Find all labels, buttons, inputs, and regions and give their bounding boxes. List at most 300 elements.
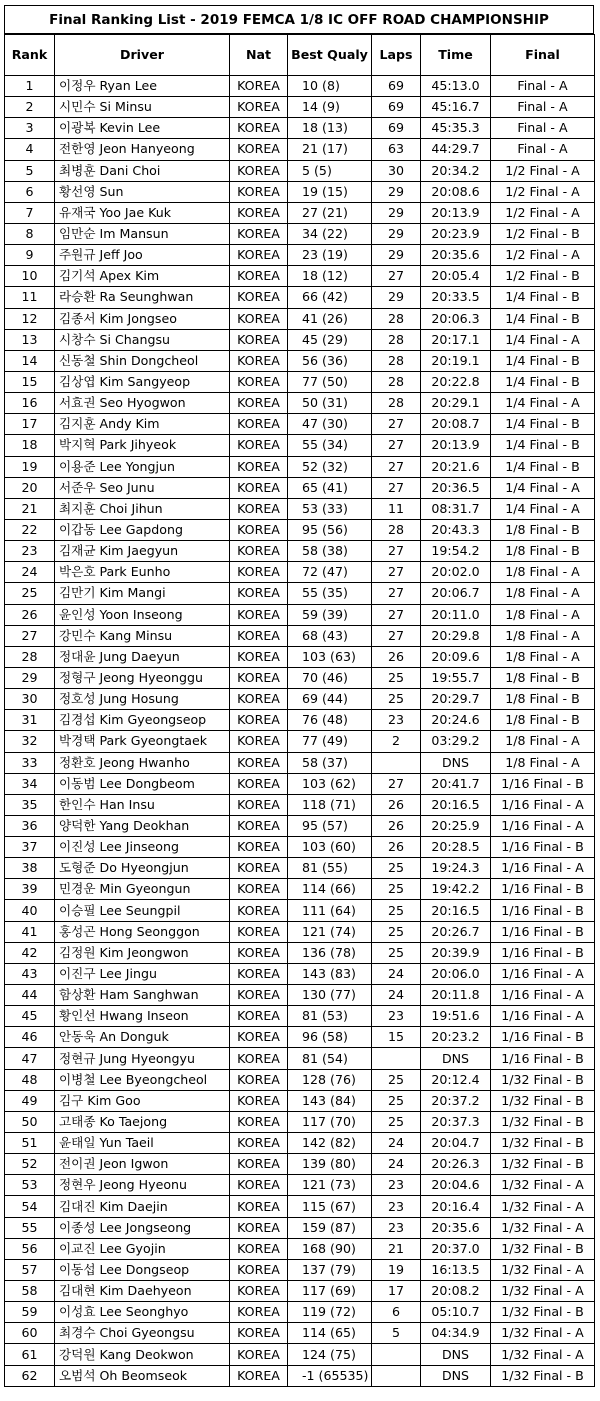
cell-laps: 28	[372, 308, 421, 329]
cell-best-qualy: 55 (35)	[288, 583, 372, 604]
cell-rank: 46	[5, 1027, 55, 1048]
cell-time: 20:09.6	[421, 646, 491, 667]
cell-driver: 강민수 Kang Minsu	[55, 625, 230, 646]
cell-best-qualy: 34 (22)	[288, 223, 372, 244]
cell-nat: KOREA	[230, 837, 288, 858]
cell-driver: 서효권 Seo Hyogwon	[55, 393, 230, 414]
cell-driver: 김재균 Kim Jaegyun	[55, 541, 230, 562]
cell-rank: 38	[5, 858, 55, 879]
cell-final: 1/16 Final - A	[491, 794, 595, 815]
cell-final: 1/8 Final - A	[491, 604, 595, 625]
cell-final: 1/32 Final - A	[491, 1281, 595, 1302]
cell-laps: 25	[372, 667, 421, 688]
header-laps: Laps	[372, 35, 421, 76]
cell-nat: KOREA	[230, 667, 288, 688]
cell-best-qualy: 81 (54)	[288, 1048, 372, 1069]
cell-best-qualy: 59 (39)	[288, 604, 372, 625]
table-row	[5, 308, 595, 329]
cell-rank: 32	[5, 731, 55, 752]
cell-laps: 27	[372, 773, 421, 794]
cell-laps: 27	[372, 541, 421, 562]
table-row	[5, 646, 595, 667]
table-row	[5, 519, 595, 540]
cell-nat: KOREA	[230, 287, 288, 308]
table-row	[5, 139, 595, 160]
cell-nat: KOREA	[230, 858, 288, 879]
cell-laps: 23	[372, 1217, 421, 1238]
cell-nat: KOREA	[230, 1090, 288, 1111]
cell-nat: KOREA	[230, 223, 288, 244]
cell-best-qualy: 66 (42)	[288, 287, 372, 308]
table-row	[5, 858, 595, 879]
cell-time: 45:35.3	[421, 118, 491, 139]
cell-rank: 17	[5, 414, 55, 435]
cell-nat: KOREA	[230, 308, 288, 329]
table-row	[5, 1217, 595, 1238]
cell-final: Final - A	[491, 97, 595, 118]
cell-driver: 최지훈 Choi Jihun	[55, 498, 230, 519]
cell-laps: 29	[372, 181, 421, 202]
cell-laps: 25	[372, 942, 421, 963]
cell-nat: KOREA	[230, 815, 288, 836]
ranking-rows	[5, 76, 595, 1387]
cell-laps: 11	[372, 498, 421, 519]
table-row	[5, 773, 595, 794]
cell-driver: 홍성곤 Hong Seonggon	[55, 921, 230, 942]
cell-laps: 26	[372, 794, 421, 815]
cell-best-qualy: 81 (53)	[288, 1006, 372, 1027]
cell-best-qualy: 143 (84)	[288, 1090, 372, 1111]
cell-nat: KOREA	[230, 498, 288, 519]
cell-best-qualy: 128 (76)	[288, 1069, 372, 1090]
table-row	[5, 731, 595, 752]
cell-time: 20:23.9	[421, 223, 491, 244]
table-row	[5, 266, 595, 287]
cell-best-qualy: 117 (69)	[288, 1281, 372, 1302]
cell-best-qualy: 114 (65)	[288, 1323, 372, 1344]
cell-laps: 25	[372, 858, 421, 879]
cell-rank: 25	[5, 583, 55, 604]
cell-time: 20:25.9	[421, 815, 491, 836]
cell-time: 20:05.4	[421, 266, 491, 287]
cell-nat: KOREA	[230, 942, 288, 963]
cell-rank: 14	[5, 350, 55, 371]
cell-final: 1/8 Final - B	[491, 667, 595, 688]
cell-best-qualy: 96 (58)	[288, 1027, 372, 1048]
cell-laps: 27	[372, 625, 421, 646]
cell-laps: 63	[372, 139, 421, 160]
cell-laps: 29	[372, 245, 421, 266]
cell-rank: 20	[5, 477, 55, 498]
cell-time: 45:13.0	[421, 76, 491, 97]
cell-rank: 31	[5, 710, 55, 731]
cell-time: 20:06.0	[421, 963, 491, 984]
cell-driver: 정환호 Jeong Hwanho	[55, 752, 230, 773]
table-row	[5, 414, 595, 435]
cell-driver: 전한영 Jeon Hanyeong	[55, 139, 230, 160]
table-row	[5, 1365, 595, 1386]
cell-driver: 김지훈 Andy Kim	[55, 414, 230, 435]
cell-best-qualy: 68 (43)	[288, 625, 372, 646]
cell-final: 1/8 Final - A	[491, 731, 595, 752]
cell-rank: 45	[5, 1006, 55, 1027]
cell-rank: 18	[5, 435, 55, 456]
cell-driver: 이광복 Kevin Lee	[55, 118, 230, 139]
cell-time: 03:29.2	[421, 731, 491, 752]
cell-driver: 양덕한 Yang Deokhan	[55, 815, 230, 836]
header-rank: Rank	[5, 35, 55, 76]
cell-nat: KOREA	[230, 963, 288, 984]
table-row	[5, 1069, 595, 1090]
cell-final: 1/4 Final - A	[491, 393, 595, 414]
cell-rank: 21	[5, 498, 55, 519]
cell-best-qualy: 21 (17)	[288, 139, 372, 160]
cell-nat: KOREA	[230, 1175, 288, 1196]
cell-nat: KOREA	[230, 1133, 288, 1154]
cell-driver: 박은호 Park Eunho	[55, 562, 230, 583]
cell-driver: 함상환 Ham Sanghwan	[55, 985, 230, 1006]
cell-best-qualy: 159 (87)	[288, 1217, 372, 1238]
cell-rank: 56	[5, 1238, 55, 1259]
cell-rank: 40	[5, 900, 55, 921]
cell-time: 05:10.7	[421, 1302, 491, 1323]
cell-best-qualy: 72 (47)	[288, 562, 372, 583]
table-row	[5, 160, 595, 181]
cell-final: 1/4 Final - B	[491, 435, 595, 456]
table-row	[5, 245, 595, 266]
cell-laps: 24	[372, 1154, 421, 1175]
cell-laps: 25	[372, 921, 421, 942]
cell-laps: 24	[372, 1133, 421, 1154]
cell-rank: 47	[5, 1048, 55, 1069]
cell-laps: 28	[372, 393, 421, 414]
cell-nat: KOREA	[230, 921, 288, 942]
cell-driver: 정현우 Jeong Hyeonu	[55, 1175, 230, 1196]
cell-best-qualy: 65 (41)	[288, 477, 372, 498]
cell-laps: 17	[372, 1281, 421, 1302]
cell-rank: 30	[5, 689, 55, 710]
cell-nat: KOREA	[230, 1196, 288, 1217]
cell-final: 1/16 Final - B	[491, 879, 595, 900]
header-final: Final	[491, 35, 595, 76]
cell-nat: KOREA	[230, 350, 288, 371]
cell-time: 20:43.3	[421, 519, 491, 540]
cell-nat: KOREA	[230, 1238, 288, 1259]
table-row	[5, 97, 595, 118]
cell-nat: KOREA	[230, 1027, 288, 1048]
cell-final: 1/16 Final - B	[491, 900, 595, 921]
table-row	[5, 815, 595, 836]
cell-laps: 25	[372, 689, 421, 710]
cell-best-qualy: 55 (34)	[288, 435, 372, 456]
table-row	[5, 371, 595, 392]
cell-final: 1/2 Final - B	[491, 223, 595, 244]
cell-laps: 28	[372, 371, 421, 392]
cell-rank: 28	[5, 646, 55, 667]
cell-final: 1/32 Final - A	[491, 1217, 595, 1238]
table-row	[5, 118, 595, 139]
cell-final: 1/32 Final - A	[491, 1175, 595, 1196]
cell-driver: 이동섭 Lee Dongseop	[55, 1259, 230, 1280]
cell-time: 20:02.0	[421, 562, 491, 583]
cell-time: 20:19.1	[421, 350, 491, 371]
cell-final: 1/8 Final - B	[491, 689, 595, 710]
cell-nat: KOREA	[230, 456, 288, 477]
cell-driver: 정대윤 Jung Daeyun	[55, 646, 230, 667]
cell-laps: 23	[372, 1175, 421, 1196]
cell-rank: 19	[5, 456, 55, 477]
cell-time: 04:34.9	[421, 1323, 491, 1344]
cell-rank: 13	[5, 329, 55, 350]
cell-best-qualy: 119 (72)	[288, 1302, 372, 1323]
cell-time: 20:16.5	[421, 794, 491, 815]
cell-nat: KOREA	[230, 583, 288, 604]
table-row	[5, 1006, 595, 1027]
table-row	[5, 921, 595, 942]
cell-laps: 26	[372, 815, 421, 836]
cell-time: 45:16.7	[421, 97, 491, 118]
table-row	[5, 1302, 595, 1323]
cell-driver: 정호성 Jung Hosung	[55, 689, 230, 710]
table-row	[5, 181, 595, 202]
cell-laps: 23	[372, 1006, 421, 1027]
cell-time: 20:37.0	[421, 1238, 491, 1259]
cell-laps: 30	[372, 160, 421, 181]
header-time: Time	[421, 35, 491, 76]
table-row	[5, 435, 595, 456]
table-row	[5, 1238, 595, 1259]
cell-nat: KOREA	[230, 625, 288, 646]
cell-time: 20:11.0	[421, 604, 491, 625]
cell-best-qualy: 121 (73)	[288, 1175, 372, 1196]
cell-laps: 5	[372, 1323, 421, 1344]
cell-time: DNS	[421, 752, 491, 773]
cell-best-qualy: 111 (64)	[288, 900, 372, 921]
ranking-sheet	[4, 5, 594, 1387]
cell-rank: 9	[5, 245, 55, 266]
cell-driver: 주원규 Jeff Joo	[55, 245, 230, 266]
cell-final: 1/8 Final - B	[491, 519, 595, 540]
cell-time: 20:36.5	[421, 477, 491, 498]
cell-driver: 임만순 Im Mansun	[55, 223, 230, 244]
cell-best-qualy: 137 (79)	[288, 1259, 372, 1280]
cell-nat: KOREA	[230, 435, 288, 456]
table-row	[5, 329, 595, 350]
table-row	[5, 1196, 595, 1217]
cell-driver: 이동범 Lee Dongbeom	[55, 773, 230, 794]
cell-laps: 27	[372, 456, 421, 477]
cell-best-qualy: 114 (66)	[288, 879, 372, 900]
cell-nat: KOREA	[230, 900, 288, 921]
cell-final: 1/16 Final - B	[491, 837, 595, 858]
cell-best-qualy: 81 (55)	[288, 858, 372, 879]
cell-rank: 62	[5, 1365, 55, 1386]
table-row	[5, 710, 595, 731]
cell-nat: KOREA	[230, 1259, 288, 1280]
cell-nat: KOREA	[230, 519, 288, 540]
cell-best-qualy: 41 (26)	[288, 308, 372, 329]
cell-laps: 69	[372, 118, 421, 139]
table-row	[5, 879, 595, 900]
table-row	[5, 456, 595, 477]
cell-rank: 42	[5, 942, 55, 963]
cell-time: 20:34.2	[421, 160, 491, 181]
cell-nat: KOREA	[230, 541, 288, 562]
cell-rank: 3	[5, 118, 55, 139]
cell-nat: KOREA	[230, 1344, 288, 1365]
cell-best-qualy: 77 (50)	[288, 371, 372, 392]
cell-final: 1/32 Final - A	[491, 1323, 595, 1344]
cell-rank: 24	[5, 562, 55, 583]
cell-rank: 57	[5, 1259, 55, 1280]
table-row	[5, 1344, 595, 1365]
cell-time: 19:51.6	[421, 1006, 491, 1027]
cell-time: 20:13.9	[421, 202, 491, 223]
cell-final: 1/16 Final - A	[491, 815, 595, 836]
cell-final: 1/16 Final - B	[491, 773, 595, 794]
cell-time: 20:35.6	[421, 245, 491, 266]
table-row	[5, 837, 595, 858]
cell-driver: 이갑동 Lee Gapdong	[55, 519, 230, 540]
table-row	[5, 963, 595, 984]
table-row	[5, 350, 595, 371]
cell-driver: 김구 Kim Goo	[55, 1090, 230, 1111]
cell-driver: 박지혁 Park Jihyeok	[55, 435, 230, 456]
cell-final: 1/2 Final - A	[491, 160, 595, 181]
cell-laps: 25	[372, 900, 421, 921]
cell-laps: 24	[372, 985, 421, 1006]
cell-rank: 26	[5, 604, 55, 625]
cell-driver: 고태종 Ko Taejong	[55, 1111, 230, 1132]
cell-rank: 54	[5, 1196, 55, 1217]
cell-best-qualy: 69 (44)	[288, 689, 372, 710]
table-row	[5, 1111, 595, 1132]
cell-nat: KOREA	[230, 646, 288, 667]
cell-laps	[372, 1048, 421, 1069]
cell-laps: 26	[372, 837, 421, 858]
cell-time: 20:29.1	[421, 393, 491, 414]
cell-best-qualy: 121 (74)	[288, 921, 372, 942]
cell-final: 1/8 Final - A	[491, 646, 595, 667]
cell-rank: 33	[5, 752, 55, 773]
cell-laps: 21	[372, 1238, 421, 1259]
cell-final: 1/32 Final - B	[491, 1154, 595, 1175]
cell-rank: 61	[5, 1344, 55, 1365]
cell-time: 20:37.2	[421, 1090, 491, 1111]
cell-nat: KOREA	[230, 752, 288, 773]
cell-final: 1/2 Final - A	[491, 181, 595, 202]
cell-time: 20:41.7	[421, 773, 491, 794]
header-best-qualy: Best Qualy	[288, 35, 372, 76]
header-driver: Driver	[55, 35, 230, 76]
cell-time: 20:24.6	[421, 710, 491, 731]
cell-time: 20:29.7	[421, 689, 491, 710]
cell-nat: KOREA	[230, 1048, 288, 1069]
cell-nat: KOREA	[230, 1217, 288, 1238]
cell-time: 44:29.7	[421, 139, 491, 160]
cell-final: Final - A	[491, 76, 595, 97]
cell-laps: 6	[372, 1302, 421, 1323]
cell-driver: 김만기 Kim Mangi	[55, 583, 230, 604]
cell-rank: 43	[5, 963, 55, 984]
cell-driver: 유재국 Yoo Jae Kuk	[55, 202, 230, 223]
cell-driver: 정형구 Jeong Hyeonggu	[55, 667, 230, 688]
cell-laps: 27	[372, 435, 421, 456]
cell-rank: 36	[5, 815, 55, 836]
cell-best-qualy: 58 (38)	[288, 541, 372, 562]
cell-time: 20:29.8	[421, 625, 491, 646]
table-row	[5, 477, 595, 498]
cell-time: 20:37.3	[421, 1111, 491, 1132]
cell-final: 1/4 Final - B	[491, 350, 595, 371]
cell-rank: 8	[5, 223, 55, 244]
cell-driver: 이성효 Lee Seonghyo	[55, 1302, 230, 1323]
cell-best-qualy: 115 (67)	[288, 1196, 372, 1217]
table-row	[5, 583, 595, 604]
cell-driver: 김대진 Kim Daejin	[55, 1196, 230, 1217]
cell-laps: 23	[372, 1196, 421, 1217]
cell-final: 1/32 Final - B	[491, 1302, 595, 1323]
cell-best-qualy: -1 (65535)	[288, 1365, 372, 1386]
cell-best-qualy: 19 (15)	[288, 181, 372, 202]
cell-nat: KOREA	[230, 731, 288, 752]
cell-final: 1/4 Final - B	[491, 414, 595, 435]
cell-nat: KOREA	[230, 689, 288, 710]
cell-driver: 윤인성 Yoon Inseong	[55, 604, 230, 625]
cell-final: 1/32 Final - B	[491, 1069, 595, 1090]
cell-rank: 6	[5, 181, 55, 202]
cell-driver: 이용준 Lee Yongjun	[55, 456, 230, 477]
cell-laps: 25	[372, 1090, 421, 1111]
cell-laps: 15	[372, 1027, 421, 1048]
cell-final: 1/8 Final - B	[491, 710, 595, 731]
table-row	[5, 985, 595, 1006]
table-row	[5, 667, 595, 688]
cell-time: 20:26.7	[421, 921, 491, 942]
cell-time: DNS	[421, 1365, 491, 1386]
cell-best-qualy: 143 (83)	[288, 963, 372, 984]
cell-final: 1/32 Final - B	[491, 1133, 595, 1154]
cell-nat: KOREA	[230, 329, 288, 350]
cell-nat: KOREA	[230, 160, 288, 181]
cell-driver: 이병철 Lee Byeongcheol	[55, 1069, 230, 1090]
table-row	[5, 1154, 595, 1175]
table-row	[5, 942, 595, 963]
cell-time: 20:33.5	[421, 287, 491, 308]
cell-best-qualy: 14 (9)	[288, 97, 372, 118]
cell-rank: 4	[5, 139, 55, 160]
cell-rank: 10	[5, 266, 55, 287]
cell-final: Final - A	[491, 139, 595, 160]
cell-final: 1/2 Final - A	[491, 245, 595, 266]
cell-best-qualy: 50 (31)	[288, 393, 372, 414]
cell-driver: 정현규 Jung Hyeongyu	[55, 1048, 230, 1069]
table-row	[5, 562, 595, 583]
cell-final: 1/4 Final - B	[491, 371, 595, 392]
cell-final: 1/16 Final - B	[491, 1027, 595, 1048]
cell-final: 1/16 Final - B	[491, 921, 595, 942]
cell-laps: 25	[372, 1069, 421, 1090]
cell-final: 1/4 Final - B	[491, 456, 595, 477]
cell-nat: KOREA	[230, 1111, 288, 1132]
cell-driver: 김종서 Kim Jongseo	[55, 308, 230, 329]
cell-best-qualy: 47 (30)	[288, 414, 372, 435]
cell-best-qualy: 136 (78)	[288, 942, 372, 963]
cell-laps: 28	[372, 329, 421, 350]
cell-time: 20:06.3	[421, 308, 491, 329]
cell-best-qualy: 70 (46)	[288, 667, 372, 688]
table-row	[5, 752, 595, 773]
